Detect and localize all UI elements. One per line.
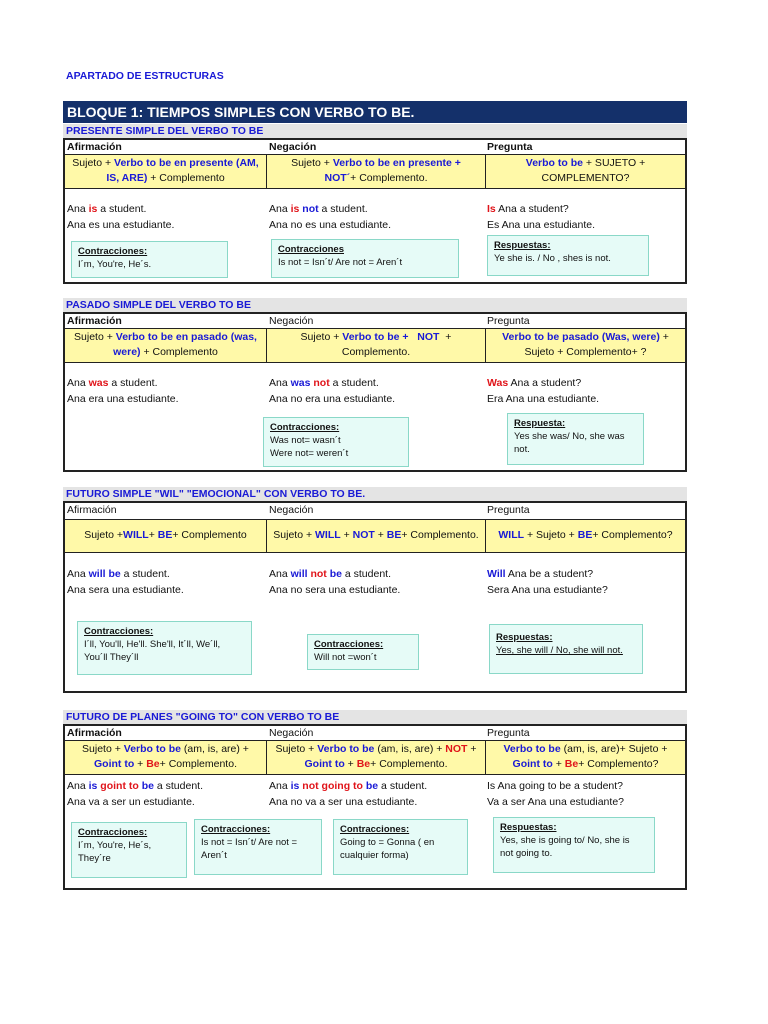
table-futuro-will (63, 501, 687, 693)
header-negacion: Negación (269, 315, 314, 327)
header-afirmacion: Afirmación (67, 504, 117, 516)
formula-negacion: Sujeto + Verbo to be + NOT + Complemento. (267, 329, 486, 362)
contracciones-going-box: Contracciones: Going to = Gonna ( en cualquier forma) (333, 819, 468, 875)
formula-negacion: Sujeto + WILL + NOT + BE+ Complemento. (267, 520, 486, 552)
respuestas-box: Respuestas: Ye she is. / No , shes is not. (487, 235, 649, 276)
translation-pregunta: Es Ana una estudiante. (487, 219, 595, 231)
header-negacion: Negación (269, 141, 317, 153)
table-going-to (63, 724, 687, 890)
contracciones-box: Contracciones: I´ll, You'll, He'll. She'll, It´ll, We´ll, You´ll They´ll (77, 621, 252, 675)
header-negacion: Negación (269, 504, 314, 516)
formula-pregunta: WILL + Sujeto + BE+ Complemento? (498, 529, 673, 541)
contracciones-box: Contracciones: I´m, You're, He´s. (71, 241, 228, 278)
header-pregunta: Pregunta (487, 315, 530, 327)
section-title-pasado: PASADO SIMPLE DEL VERBO TO BE (63, 298, 687, 312)
formula-row (65, 519, 685, 553)
header-afirmacion: Afirmación (67, 141, 122, 153)
formula-row (65, 328, 685, 363)
translation-afirmacion: Ana era una estudiante. (67, 393, 179, 405)
formula-afirmacion: Sujeto + Verbo to be en pasado (was, were) + Complemento (65, 329, 267, 362)
formula-afirmacion: Sujeto + Verbo to be (am, is, are) + Goint to + Be+ Complemento. (65, 741, 267, 774)
translation-pregunta: Era Ana una estudiante. (487, 393, 600, 405)
example-afirmacion: Ana is a student. (67, 203, 147, 215)
formula-row (65, 740, 685, 775)
section-title-futuro-will: FUTURO SIMPLE "WIL" "EMOCIONAL" CON VERBO TO BE. (63, 487, 687, 501)
formula-negacion: Sujeto + Verbo to be (am, is, are) + NOT + Goint to + Be+ Complemento. (267, 741, 486, 774)
contracciones-neg-box: Contracciones: Will not =won´t (307, 634, 419, 670)
header-afirmacion: Afirmación (67, 315, 122, 327)
formula-pregunta: Verbo to be + SUJETO + COMPLEMENTO? (525, 157, 646, 184)
translation-negacion: Ana no era una estudiante. (269, 393, 396, 405)
formula-negacion: Sujeto + Verbo to be en presente + NOT´+ Complemento. (267, 155, 486, 188)
contracciones-box: Contracciones: I´m, You're, He´s, They´re (71, 822, 187, 878)
translation-afirmacion: Ana va a ser un estudiante. (67, 796, 195, 808)
example-afirmacion: Ana is goint to be a student. (67, 780, 204, 792)
header-afirmacion: Afirmación (67, 727, 122, 739)
formula-row (65, 154, 685, 189)
example-pregunta: Will Ana be a student? (487, 568, 594, 580)
formula-pregunta: Verbo to be (am, is, are)+ Sujeto + Goint to + Be+ Complemento? (503, 743, 668, 770)
respuestas-box: Respuestas: Yes, she is going to/ No, she is not going to. (493, 817, 655, 873)
respuestas-box: Respuestas: Yes, she will / No, she will not. (489, 624, 643, 674)
example-pregunta: Is Ana going to be a student? (487, 780, 624, 792)
contracciones-neg-box: Contracciones Is not = Isn´t/ Are not = Aren´t (271, 239, 459, 278)
formula-afirmacion: Sujeto + Verbo to be en presente (AM, IS, ARE) + Complemento (65, 155, 267, 188)
apartado-title: APARTADO DE ESTRUCTURAS (66, 70, 224, 82)
table-presente (63, 138, 687, 284)
example-pregunta: Was Ana a student? (487, 377, 582, 389)
header-negacion: Negación (269, 727, 314, 739)
translation-pregunta: Sera Ana una estudiante? (487, 584, 608, 596)
table-pasado (63, 312, 687, 472)
translation-negacion: Ana no va a ser una estudiante. (269, 796, 418, 808)
example-afirmacion: Ana will be a student. (67, 568, 170, 580)
formula-afirmacion: Sujeto +WILL+ BE+ Complemento (65, 520, 267, 552)
respuesta-box: Respuesta: Yes she was/ No, she was not. (507, 413, 644, 465)
header-pregunta: Pregunta (487, 504, 530, 516)
example-negacion: Ana is not going to be a student. (269, 780, 428, 792)
example-afirmacion: Ana was a student. (67, 377, 158, 389)
example-pregunta: Is Ana a student? (487, 203, 569, 215)
translation-afirmacion: Ana sera una estudiante. (67, 584, 184, 596)
translation-negacion: Ana no es una estudiante. (269, 219, 392, 231)
translation-afirmacion: Ana es una estudiante. (67, 219, 175, 231)
translation-negacion: Ana no sera una estudiante. (269, 584, 401, 596)
translation-pregunta: Va a ser Ana una estudiante? (487, 796, 624, 808)
example-negacion: Ana will not be a student. (269, 568, 392, 580)
section-title-going-to: FUTURO DE PLANES "GOING TO" CON VERBO TO BE (63, 710, 687, 724)
section-title-presente: PRESENTE SIMPLE DEL VERBO TO BE (63, 124, 687, 138)
contracciones-neg-box: Contracciones: Was not= wasn´t Were not= weren´t (263, 417, 409, 467)
header-pregunta: Pregunta (487, 727, 530, 739)
example-negacion: Ana is not a student. (269, 203, 368, 215)
formula-pregunta: Verbo to be pasado (Was, were) + Sujeto + Complemento+ ? (502, 331, 669, 358)
example-negacion: Ana was not a student. (269, 377, 379, 389)
header-pregunta: Pregunta (487, 141, 533, 153)
contracciones-neg-box: Contracciones: Is not = Isn´t/ Are not = Aren´t (194, 819, 322, 875)
bloque-heading: BLOQUE 1: TIEMPOS SIMPLES CON VERBO TO BE. (63, 101, 687, 123)
